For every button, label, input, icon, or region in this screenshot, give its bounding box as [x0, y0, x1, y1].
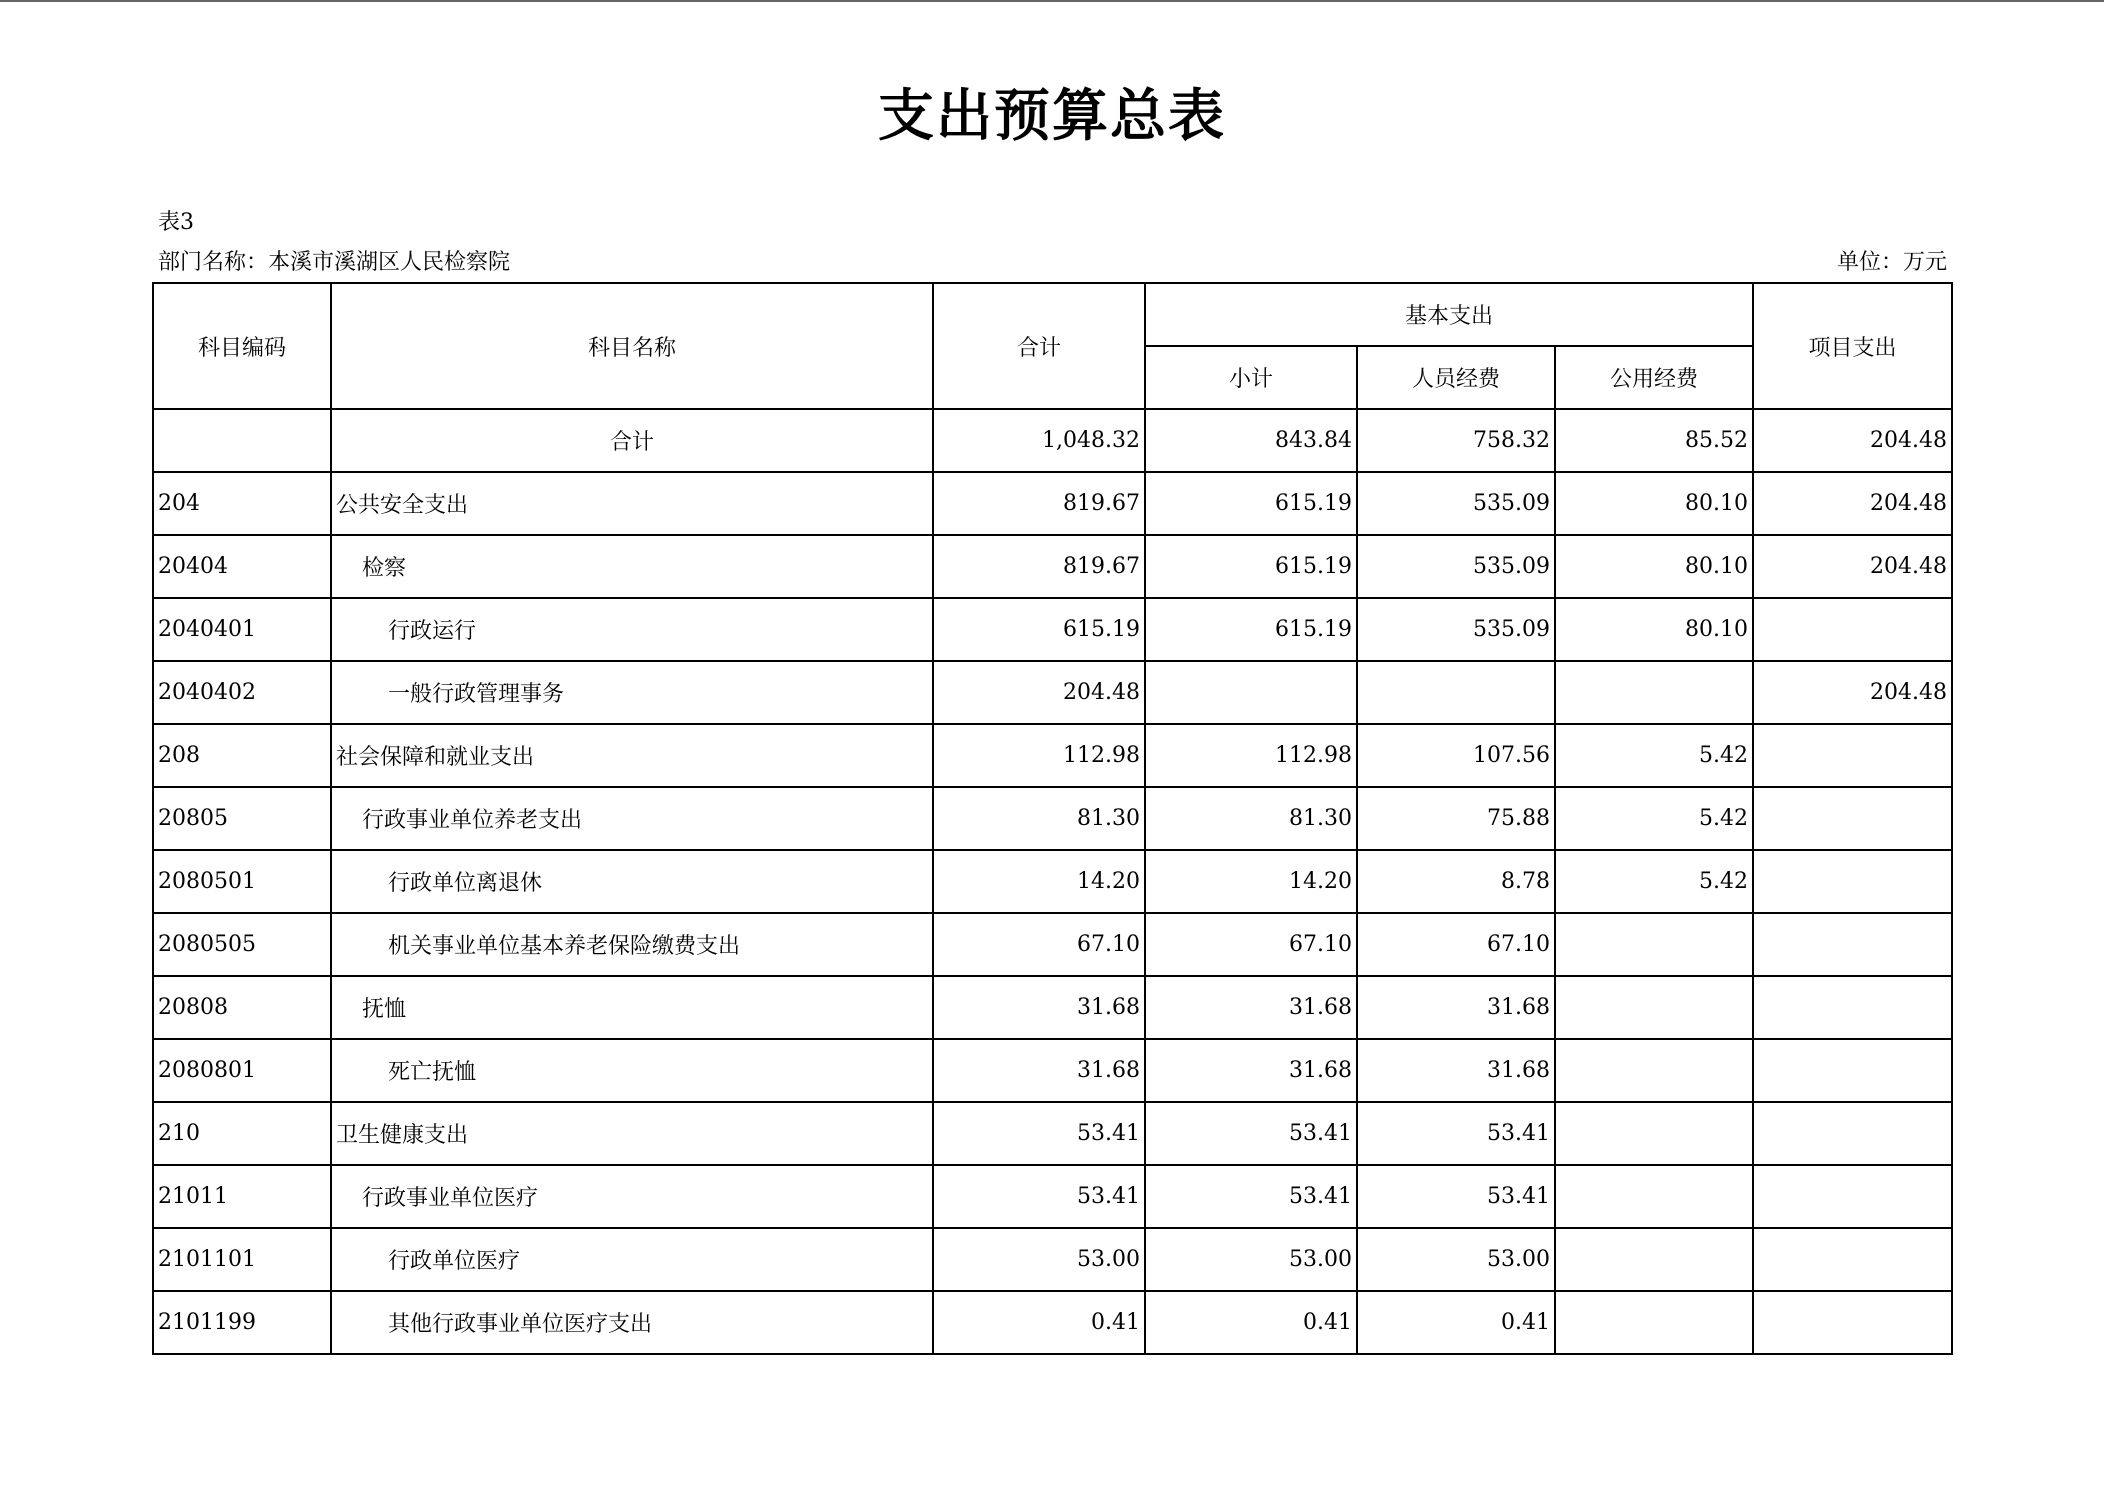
cell-project: 204.48	[1753, 409, 1952, 472]
cell-total: 14.20	[933, 850, 1145, 913]
cell-personnel	[1357, 661, 1555, 724]
cell-subtotal: 81.30	[1145, 787, 1357, 850]
table-row	[153, 535, 1952, 598]
table-row	[153, 850, 1952, 913]
cell-name: 卫生健康支出	[331, 1102, 933, 1165]
cell-code: 2040401	[153, 598, 331, 661]
top-border-line	[0, 0, 2104, 2]
cell-code: 20404	[153, 535, 331, 598]
cell-public	[1555, 976, 1753, 1039]
table-row	[153, 1291, 1952, 1354]
cell-total: 31.68	[933, 1039, 1145, 1102]
unit-label: 单位：万元	[1836, 250, 1947, 275]
cell-subtotal	[1145, 661, 1357, 724]
cell-code: 2080505	[153, 913, 331, 976]
cell-personnel: 53.41	[1357, 1165, 1555, 1228]
cell-code: 20805	[153, 787, 331, 850]
table-row	[153, 1165, 1952, 1228]
cell-personnel: 53.41	[1357, 1102, 1555, 1165]
cell-personnel: 107.56	[1357, 724, 1555, 787]
cell-name: 死亡抚恤	[331, 1039, 933, 1102]
cell-subtotal: 53.41	[1145, 1102, 1357, 1165]
cell-public: 5.42	[1555, 850, 1753, 913]
cell-personnel: 0.41	[1357, 1291, 1555, 1354]
cell-project	[1753, 1039, 1952, 1102]
table-row	[153, 472, 1952, 535]
table-row	[153, 661, 1952, 724]
header-name: 科目名称	[331, 283, 933, 409]
table-number: 表3	[158, 210, 194, 235]
cell-public	[1555, 1291, 1753, 1354]
cell-total: 53.41	[933, 1102, 1145, 1165]
cell-project: 204.48	[1753, 661, 1952, 724]
page-title: 支出预算总表	[878, 84, 1226, 149]
cell-code: 20808	[153, 976, 331, 1039]
cell-personnel: 758.32	[1357, 409, 1555, 472]
table-row	[153, 913, 1952, 976]
cell-personnel: 67.10	[1357, 913, 1555, 976]
cell-code: 208	[153, 724, 331, 787]
cell-subtotal: 112.98	[1145, 724, 1357, 787]
cell-public: 85.52	[1555, 409, 1753, 472]
cell-project: 204.48	[1753, 535, 1952, 598]
cell-public	[1555, 1165, 1753, 1228]
cell-name: 其他行政事业单位医疗支出	[331, 1291, 933, 1354]
cell-name: 社会保障和就业支出	[331, 724, 933, 787]
budget-table	[152, 282, 1953, 1355]
cell-name: 行政事业单位医疗	[331, 1165, 933, 1228]
cell-personnel: 535.09	[1357, 598, 1555, 661]
cell-code: 204	[153, 472, 331, 535]
table-row	[153, 409, 1952, 472]
cell-project	[1753, 1291, 1952, 1354]
cell-subtotal: 53.00	[1145, 1228, 1357, 1291]
department-name: 部门名称：本溪市溪湖区人民检察院	[158, 250, 511, 275]
table-row	[153, 787, 1952, 850]
cell-name: 检察	[331, 535, 933, 598]
cell-subtotal: 31.68	[1145, 1039, 1357, 1102]
cell-project	[1753, 1228, 1952, 1291]
cell-total: 31.68	[933, 976, 1145, 1039]
cell-public	[1555, 913, 1753, 976]
cell-total: 67.10	[933, 913, 1145, 976]
cell-project	[1753, 724, 1952, 787]
cell-name: 一般行政管理事务	[331, 661, 933, 724]
cell-personnel: 535.09	[1357, 535, 1555, 598]
cell-public	[1555, 1228, 1753, 1291]
cell-total: 819.67	[933, 535, 1145, 598]
cell-code: 2101101	[153, 1228, 331, 1291]
cell-code: 2040402	[153, 661, 331, 724]
header-subtotal: 小计	[1145, 346, 1357, 409]
cell-name: 公共安全支出	[331, 472, 933, 535]
cell-name: 行政事业单位养老支出	[331, 787, 933, 850]
cell-total: 112.98	[933, 724, 1145, 787]
cell-code: 2080501	[153, 850, 331, 913]
cell-total: 204.48	[933, 661, 1145, 724]
cell-subtotal: 31.68	[1145, 976, 1357, 1039]
cell-code: 2101199	[153, 1291, 331, 1354]
cell-public	[1555, 661, 1753, 724]
header-total: 合计	[933, 283, 1145, 409]
cell-project	[1753, 598, 1952, 661]
cell-public: 80.10	[1555, 535, 1753, 598]
cell-subtotal: 843.84	[1145, 409, 1357, 472]
cell-name: 机关事业单位基本养老保险缴费支出	[331, 913, 933, 976]
cell-personnel: 31.68	[1357, 1039, 1555, 1102]
cell-public: 80.10	[1555, 598, 1753, 661]
cell-project	[1753, 850, 1952, 913]
cell-project	[1753, 976, 1952, 1039]
cell-public: 80.10	[1555, 472, 1753, 535]
header-basic: 基本支出	[1145, 283, 1753, 346]
cell-public	[1555, 1039, 1753, 1102]
table-row	[153, 1039, 1952, 1102]
cell-project	[1753, 787, 1952, 850]
cell-public: 5.42	[1555, 787, 1753, 850]
cell-subtotal: 0.41	[1145, 1291, 1357, 1354]
cell-public: 5.42	[1555, 724, 1753, 787]
cell-personnel: 75.88	[1357, 787, 1555, 850]
cell-project: 204.48	[1753, 472, 1952, 535]
header-project: 项目支出	[1753, 283, 1952, 409]
cell-subtotal: 615.19	[1145, 472, 1357, 535]
cell-name: 抚恤	[331, 976, 933, 1039]
header-personnel: 人员经费	[1357, 346, 1555, 409]
table-row	[153, 976, 1952, 1039]
cell-total: 81.30	[933, 787, 1145, 850]
cell-total: 53.00	[933, 1228, 1145, 1291]
header-public: 公用经费	[1555, 346, 1753, 409]
cell-project	[1753, 913, 1952, 976]
cell-project	[1753, 1165, 1952, 1228]
cell-subtotal: 53.41	[1145, 1165, 1357, 1228]
cell-total: 819.67	[933, 472, 1145, 535]
cell-code: 210	[153, 1102, 331, 1165]
cell-public	[1555, 1102, 1753, 1165]
cell-total: 1,048.32	[933, 409, 1145, 472]
cell-code	[153, 409, 331, 472]
cell-code: 2080801	[153, 1039, 331, 1102]
cell-name: 行政运行	[331, 598, 933, 661]
cell-subtotal: 67.10	[1145, 913, 1357, 976]
cell-total: 615.19	[933, 598, 1145, 661]
cell-subtotal: 14.20	[1145, 850, 1357, 913]
cell-personnel: 535.09	[1357, 472, 1555, 535]
cell-code: 21011	[153, 1165, 331, 1228]
cell-total: 0.41	[933, 1291, 1145, 1354]
table-row	[153, 1102, 1952, 1165]
cell-name: 合计	[331, 409, 933, 472]
cell-name: 行政单位离退休	[331, 850, 933, 913]
cell-personnel: 8.78	[1357, 850, 1555, 913]
cell-total: 53.41	[933, 1165, 1145, 1228]
cell-subtotal: 615.19	[1145, 535, 1357, 598]
table-row	[153, 598, 1952, 661]
cell-project	[1753, 1102, 1952, 1165]
cell-personnel: 31.68	[1357, 976, 1555, 1039]
table-row	[153, 1228, 1952, 1291]
cell-subtotal: 615.19	[1145, 598, 1357, 661]
table-row	[153, 724, 1952, 787]
cell-personnel: 53.00	[1357, 1228, 1555, 1291]
header-code: 科目编码	[153, 283, 331, 409]
cell-name: 行政单位医疗	[331, 1228, 933, 1291]
